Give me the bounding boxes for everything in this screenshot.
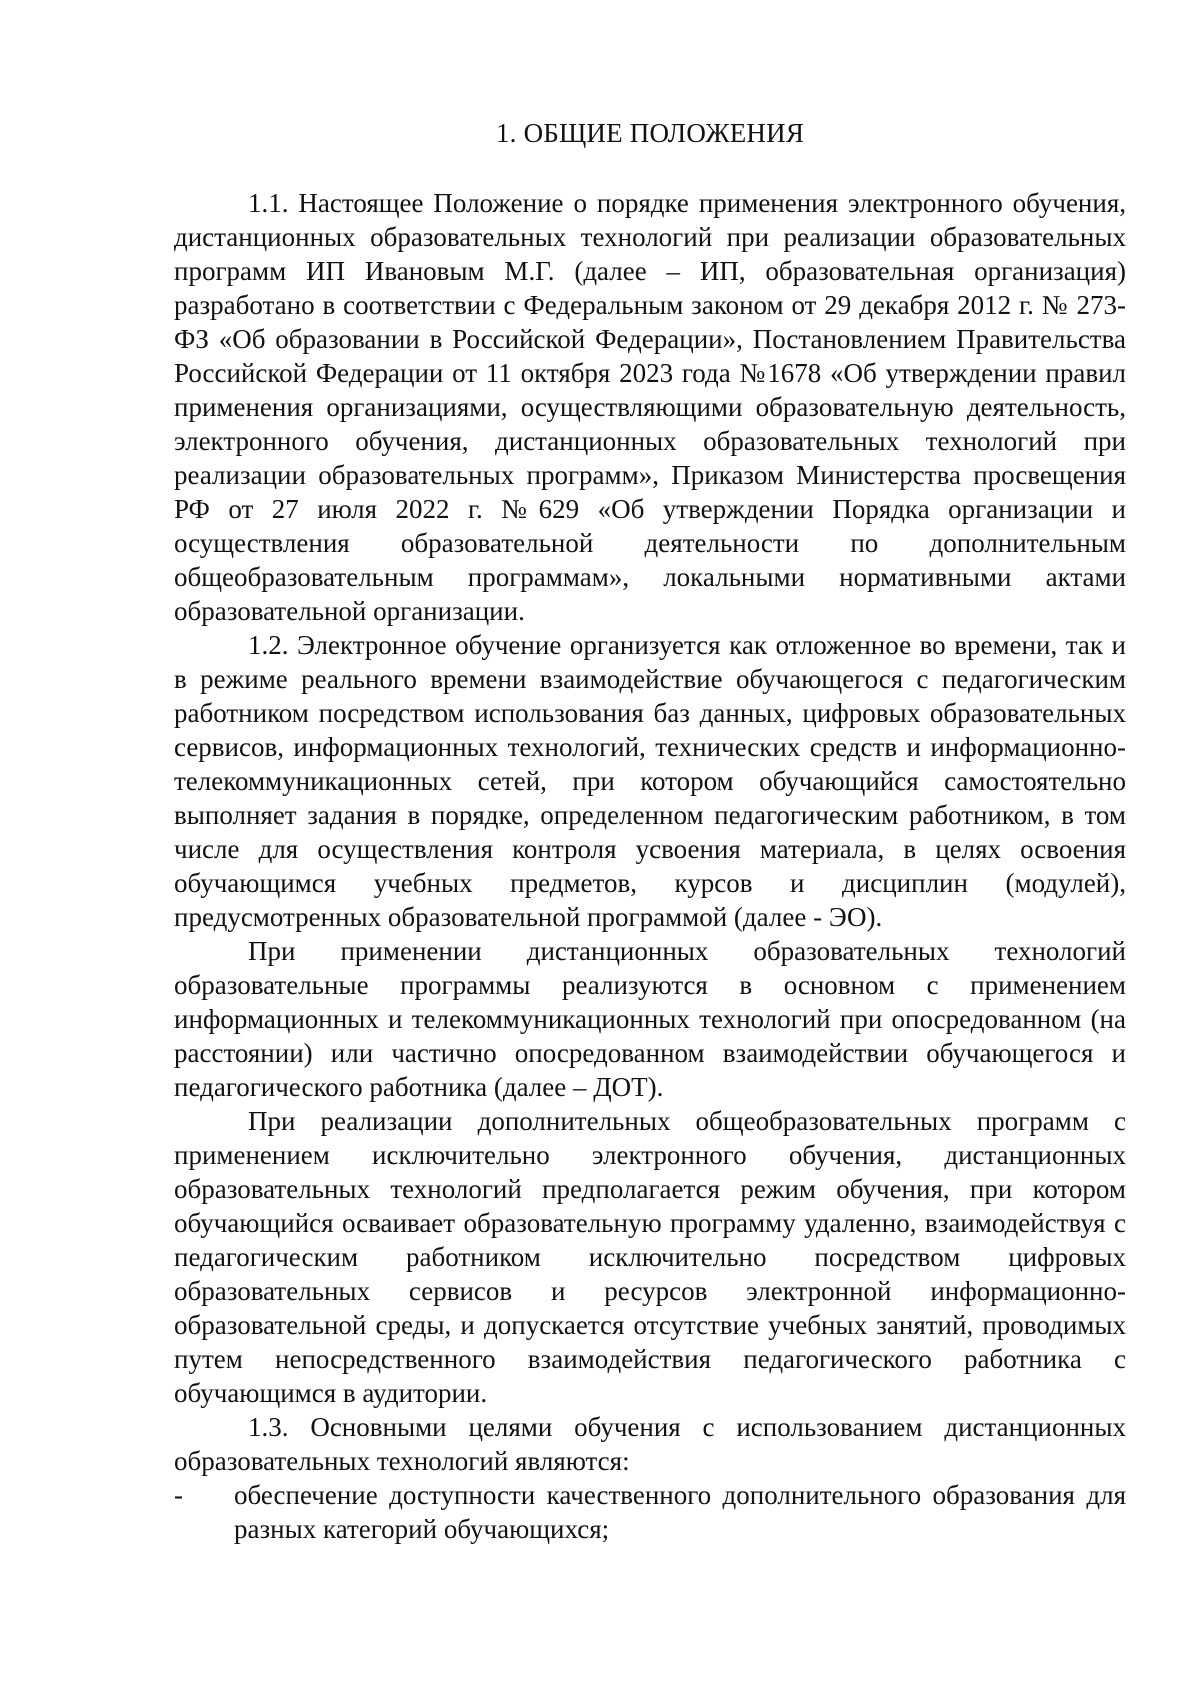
document-body	[174, 186, 1126, 1546]
paragraph-1-3: 1.3. Основными целями обучения с использованием дистанционных образовательных технологий являются:	[174, 1412, 1126, 1476]
list-item	[174, 1478, 1126, 1546]
paragraph-dot: При применении дистанционных образовательных технологий образовательные программы реализуются в основном с применением информационных и телекоммуникационных технологий при опосредованном (на расстоянии) или частично опосредованном взаимодействии обучающегося и педагогического работника (далее – ДОТ).	[174, 936, 1126, 1102]
list-item-text: обеспечение доступности качественного дополнительного образования для разных категорий обучающихся;	[234, 1480, 1126, 1544]
paragraph-exclusive-eo: При реализации дополнительных общеобразовательных программ с применением исключительно электронного обучения, дистанционных образовательных технологий предполагается режим обучения, при котором обучающийся осваивает образовательную программу удаленно, взаимодействуя с педагогическим работником исключительно посредством цифровых образовательных сервисов и ресурсов электронной информационно-образовательной среды, и допускается отсутствие учебных занятий, проводимых путем непосредственного взаимодействия педагогического работника с обучающимся в аудитории.	[174, 1106, 1126, 1408]
paragraph-1-1: 1.1. Настоящее Положение о порядке применения электронного обучения, дистанционных образовательных технологий при реализации образовательных программ ИП Ивановым М.Г. (далее – ИП, образовательная организация) разработано в соответствии с Федеральным законом от 29 декабря 2012 г. № 273-ФЗ «Об образовании в Российской Федерации», Постановлением Правительства Российской Федерации от 11 октября 2023 года №1678 «Об утверждении правил применения организациями, осуществляющими образовательную деятельность, электронного обучения, дистанционных образовательных технологий при реализации образовательных программ», Приказом Министерства просвещения РФ от 27 июля 2022 г. №629 «Об утверждении Порядка организации и осуществления образовательной деятельности по дополнительным общеобразовательным программам», локальными нормативными актами образовательной организации.	[174, 188, 1126, 626]
paragraph-1-2: 1.2. Электронное обучение организуется как отложенное во времени, так и в режиме реального времени взаимодействие обучающегося с педагогическим работником посредством использования баз данных, цифровых образовательных сервисов, информационных технологий, технических средств и информационно-телекоммуникационных сетей, при котором обучающийся самостоятельно выполняет задания в порядке, определенном педагогическим работником, в том числе для осуществления контроля усвоения материала, в целях освоения обучающимся учебных предметов, курсов и дисциплин (модулей), предусмотренных образовательной программой (далее - ЭО).	[174, 630, 1126, 932]
section-heading: 1. ОБЩИЕ ПОЛОЖЕНИЯ	[495, 118, 805, 148]
list-dash-marker: -	[174, 1480, 183, 1510]
